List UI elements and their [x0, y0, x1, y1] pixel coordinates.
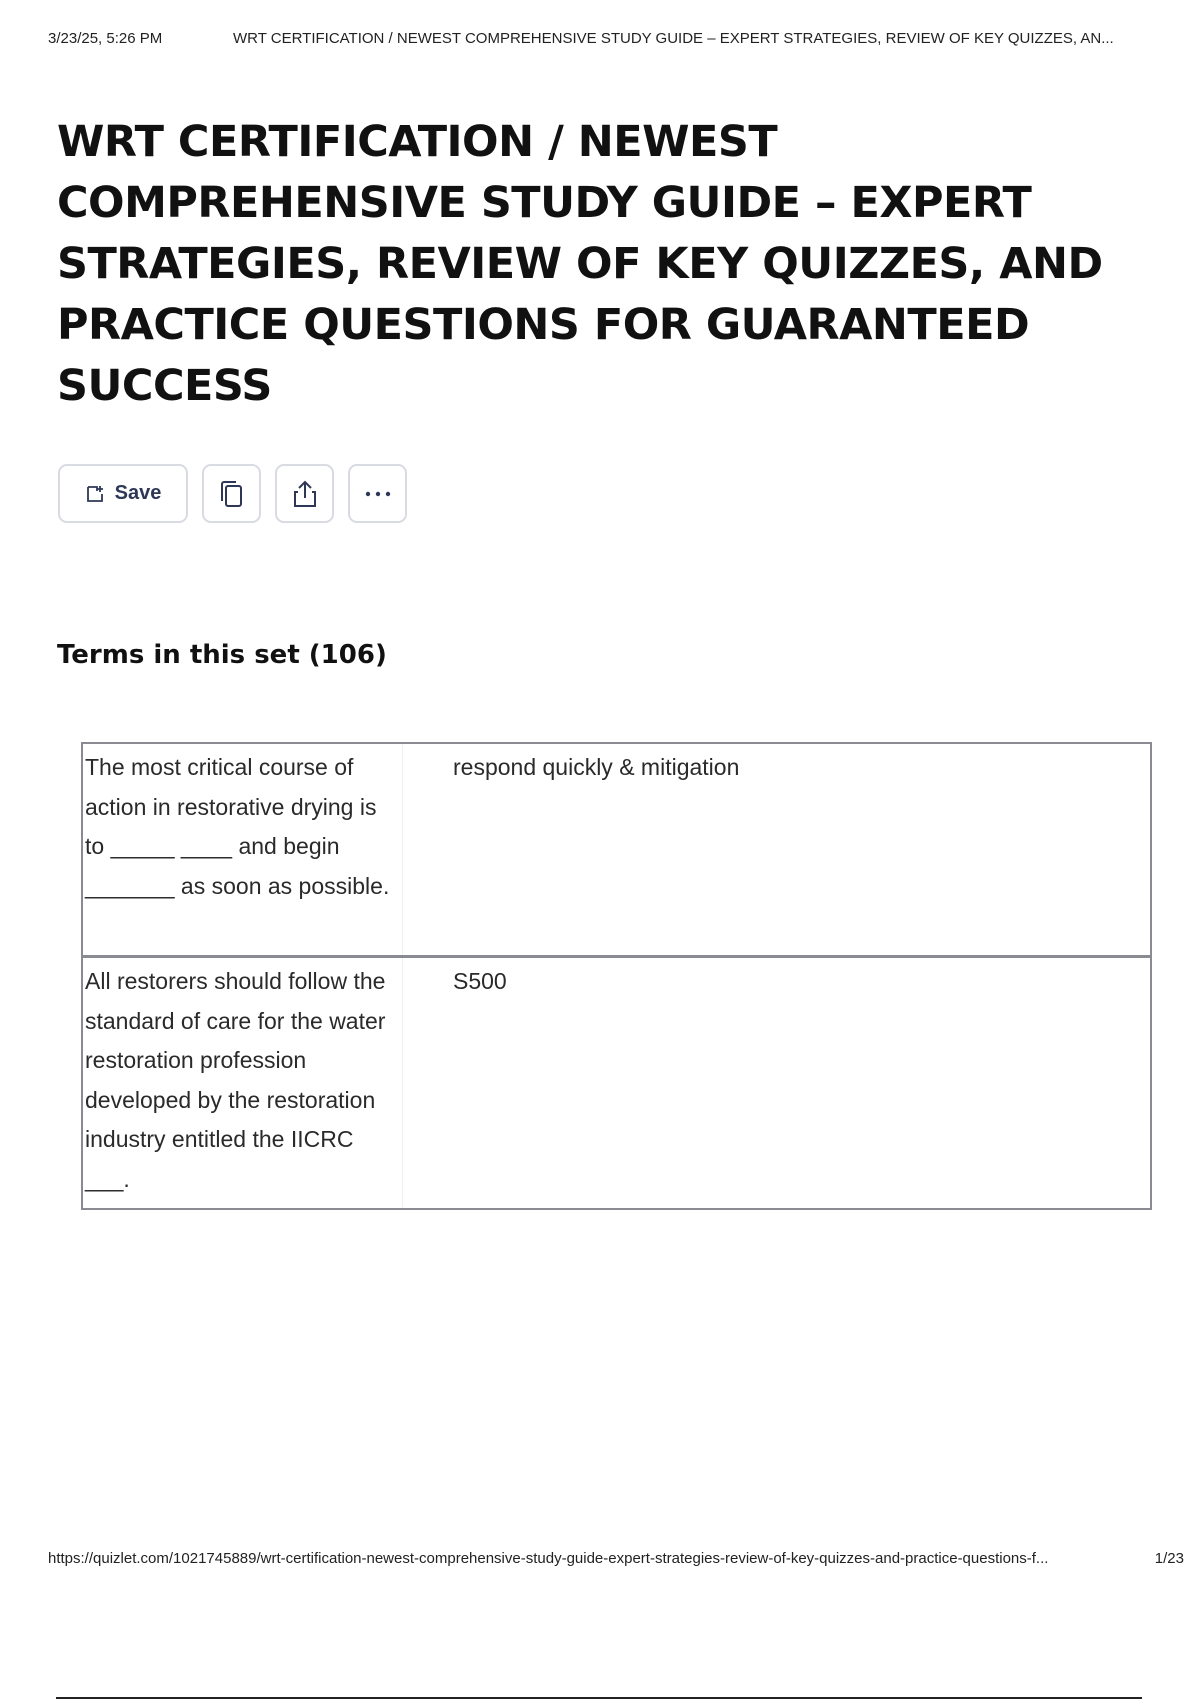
terms-heading: Terms in this set (106) — [57, 640, 387, 670]
save-label: Save — [114, 482, 162, 504]
definition-text: respond quickly & mitigation — [453, 754, 740, 780]
save-button[interactable] — [58, 464, 188, 523]
print-footer — [48, 1550, 1184, 1567]
share-icon — [290, 478, 320, 510]
term-row — [81, 957, 1152, 1210]
more-options-button[interactable] — [348, 464, 407, 523]
definition-text: S500 — [453, 968, 507, 994]
save-icon — [85, 484, 105, 504]
term-text: All restorers should follow the standard of care for the water restoration profession developed by the restoration industry entitled the IICRC ___. — [83, 958, 403, 1208]
share-button[interactable] — [275, 464, 334, 523]
more-icon — [363, 490, 393, 498]
copy-button[interactable] — [202, 464, 261, 523]
terms-table — [81, 742, 1152, 1210]
copy-icon — [217, 478, 247, 510]
print-date: 3/23/25, 5:26 PM — [48, 30, 163, 47]
term-text: The most critical course of action in restorative drying is to _____ ____ and begin _______ as soon as possible. — [83, 744, 403, 955]
action-toolbar — [58, 464, 407, 523]
print-header — [48, 30, 1176, 47]
page-divider — [56, 1697, 1142, 1699]
page-number: 1/23 — [1154, 1550, 1184, 1567]
page-title: WRT CERTIFICATION / NEWEST COMPREHENSIVE STUDY GUIDE – EXPERT STRATEGIES, REVIEW OF KEY QUIZZES, AND PRACTICE QUESTIONS FOR GUARANTEED SUCCESS — [57, 117, 1103, 411]
page-url: https://quizlet.com/1021745889/wrt-certification-newest-comprehensive-study-guide-expert-strategies-review-of-key-quizzes-and-practice-questions-f... — [48, 1550, 1049, 1567]
term-row — [81, 742, 1152, 957]
print-doc-title: WRT CERTIFICATION / NEWEST COMPREHENSIVE STUDY GUIDE – EXPERT STRATEGIES, REVIEW OF KEY QUIZZES, AN... — [233, 30, 1114, 47]
